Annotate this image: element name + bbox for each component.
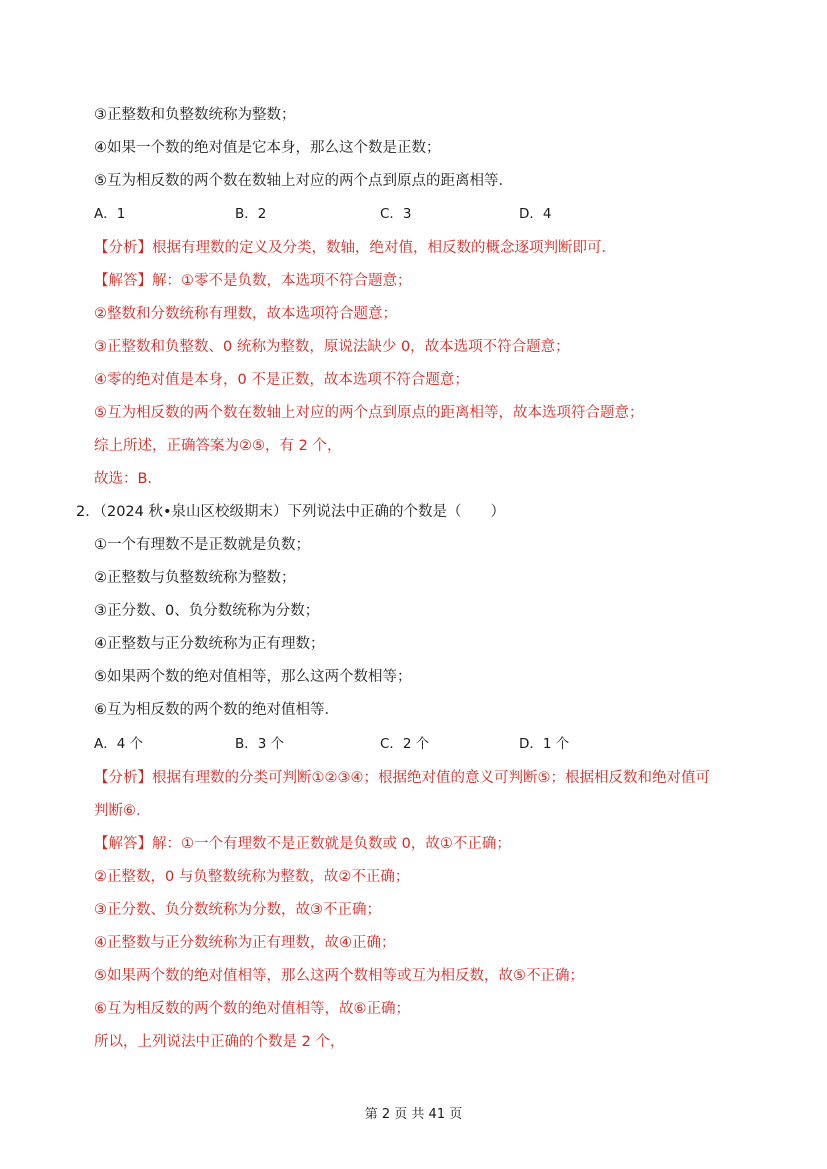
q2-choice-c: C．2 个 [380, 736, 430, 752]
q1-answer-line-1: 【解答】解：①零不是负数，本选项不符合题意； [94, 273, 412, 289]
q2-conclusion: 所以，上列说法中正确的个数是 2 个， [94, 1034, 345, 1050]
q2-choice-d: D．1 个 [519, 736, 570, 752]
q2-statement-4: ④正整数与正分数统称为正有理数； [94, 636, 325, 652]
q1-answer-line-2: ②整数和分数统称有理数，故本选项符合题意； [94, 306, 397, 322]
q1-answer-line-5: ⑤互为相反数的两个数在数轴上对应的两个点到原点的距离相等，故本选项符合题意； [94, 405, 644, 421]
q2-statement-6: ⑥互为相反数的两个数的绝对值相等． [94, 702, 339, 718]
q2-choice-b: B．3 个 [235, 736, 285, 752]
q2-answer-line-4: ④正整数与正分数统称为正有理数，故④正确； [94, 935, 396, 951]
q2-answer-line-1: 【解答】解：①一个有理数不是正数就是负数或 0，故①不正确； [94, 836, 511, 852]
q2-statement-2: ②正整数与负整数统称为整数； [94, 570, 296, 586]
q2-choice-a: A．4 个 [94, 736, 144, 752]
q1-answer-line-4: ④零的绝对值是本身，0 不是正数，故本选项不符合题意； [94, 372, 469, 388]
q1-select: 故选：B． [94, 471, 162, 487]
page-footer: 第 2 页 共 41 页 [364, 1107, 463, 1122]
q2-answer-line-5: ⑤如果两个数的绝对值相等，那么这两个数相等或互为相反数，故⑤不正确； [94, 968, 584, 984]
q1-analysis: 【分析】根据有理数的定义及分类，数轴，绝对值，相反数的概念逐项判断即可． [94, 240, 616, 256]
q2-statement-1: ①一个有理数不是正数就是负数； [94, 537, 310, 553]
q1-answer-line-3: ③正整数和负整数、0 统称为整数，原说法缺少 0，故本选项不符合题意； [94, 339, 570, 355]
q1-summary: 综上所述，正确答案为②⑤，有 2 个， [94, 438, 342, 454]
q1-choice-c: C．3 [380, 206, 412, 222]
q2-analysis-line-1: 【分析】根据有理数的分类可判断①②③④；根据绝对值的意义可判断⑤；根据相反数和绝对值可 [94, 770, 710, 786]
q2-answer-line-6: ⑥互为相反数的两个数的绝对值相等，故⑥正确； [94, 1001, 410, 1017]
q2-answer-line-2: ②正整数，0 与负整数统称为整数，故②不正确； [94, 869, 410, 885]
q2-statement-5: ⑤如果两个数的绝对值相等，那么这两个数相等； [94, 669, 412, 685]
q1-choice-a: A．1 [94, 206, 126, 222]
q2-analysis-line-2: 判断⑥． [94, 803, 151, 819]
q1-statement-3: ③正整数和负整数统称为整数； [94, 107, 296, 123]
q1-statement-5: ⑤互为相反数的两个数在数轴上对应的两个点到原点的距离相等． [94, 173, 513, 189]
q2-question: 2．（2024 秋•泉山区校级期末）下列说法中正确的个数是（ ） [76, 504, 506, 520]
q2-answer-line-3: ③正分数、负分数统称为分数，故③不正确； [94, 902, 381, 918]
q1-statement-4: ④如果一个数的绝对值是它本身，那么这个数是正数； [94, 140, 441, 156]
q2-statement-3: ③正分数、0、负分数统称为分数； [94, 603, 320, 619]
q1-choice-d: D．4 [519, 206, 552, 222]
q1-choice-b: B．2 [235, 206, 267, 222]
